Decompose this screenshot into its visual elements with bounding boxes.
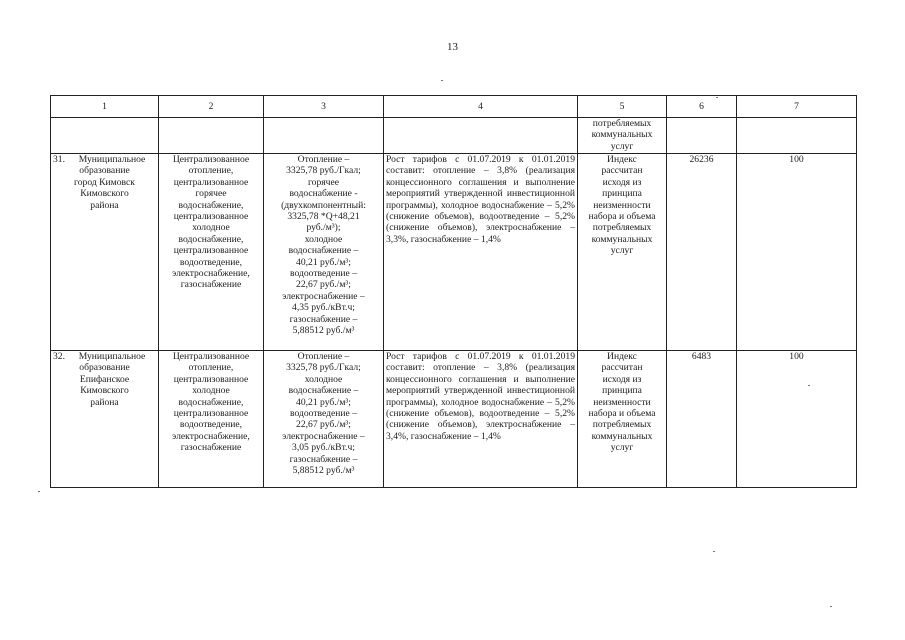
- text-line: набора и объема: [588, 408, 656, 420]
- text-line: 3,05 руб./кВт.ч;: [292, 442, 355, 454]
- text-line: потребляемых: [592, 419, 652, 431]
- tariff-growth-cell: Рост тарифов с 01.07.2019 к 01.01.2019 составит: отопление – 3,8% (реализация концессионного соглашения и выполнение мероприятий утвержденной инвестиционной программы), холодное водоснабжение – 5,2% (снижение объемов), водоотведение – 5,2% (снижение объемов), электроснабжение – 3,4%, газоснабжение – 1,4%: [384, 351, 578, 488]
- text-line: отопление,: [188, 165, 234, 177]
- text-line: 40,21 руб./м³;: [296, 256, 351, 268]
- column-number-row: [51, 96, 857, 118]
- text-line: газоснабжение –: [289, 313, 358, 325]
- text-line: 4,35 руб./кВт.ч;: [292, 302, 355, 314]
- tariff-growth-cell: Рост тарифов с 01.07.2019 к 01.01.2019 составит: отопление – 3,8% (реализация концессионного соглашения и выполнение мероприятий утвержденной инвестиционной программы), холодное водоснабжение – 5,2% (снижение объемов), водоотведение – 5,2% (снижение объемов), электроснабжение – 3,3%, газоснабжение – 1,4%: [384, 154, 578, 351]
- column-number-7: 7: [737, 96, 857, 118]
- text-line: 3325,78 руб./Гкал;: [286, 362, 361, 374]
- scan-speck: [830, 606, 832, 607]
- text-line: электроснабжение –: [282, 290, 365, 302]
- text-line: руб./м³);: [306, 222, 341, 234]
- text-line: централизованное: [173, 176, 249, 188]
- tariffs-cell: [264, 154, 384, 351]
- text-line: электроснабжение –: [282, 430, 365, 442]
- cell-empty: [384, 118, 578, 154]
- column-6-value: 26236: [667, 154, 737, 351]
- text-line: централизованное: [173, 408, 249, 420]
- table-row: [51, 351, 857, 488]
- text-line: централизованное: [173, 373, 249, 385]
- column-number-5: 5: [578, 96, 667, 118]
- text-line: 5,88512 руб./м³: [292, 465, 355, 477]
- text-line: коммунальных: [591, 430, 653, 442]
- text-line: 22,67 руб./м³;: [296, 279, 351, 291]
- services-cell: [159, 154, 264, 351]
- text-line: водоснабжение,: [178, 199, 244, 211]
- text-line: Индекс: [607, 154, 637, 165]
- text-line: образование: [79, 362, 130, 374]
- text-line: услуг: [610, 140, 634, 152]
- scan-speck: [441, 80, 443, 81]
- text-line: рассчитан: [601, 362, 643, 374]
- index-note-cell: [578, 154, 667, 351]
- text-line: Кимовского: [80, 385, 129, 397]
- text-line: принципа: [602, 385, 642, 397]
- text-line: коммунальных: [591, 233, 653, 245]
- text-line: 5,88512 руб./м³: [292, 325, 355, 337]
- text-line: потребляемых: [592, 222, 652, 234]
- text-line: газоснабжение: [180, 279, 242, 291]
- text-line: электроснабжение,: [172, 430, 250, 442]
- text-line: услуг: [610, 245, 634, 257]
- page-number: 13: [447, 41, 458, 53]
- scan-speck: [716, 97, 718, 98]
- column-7-value: 100: [737, 154, 857, 351]
- text-line: района: [90, 396, 119, 408]
- text-line: водоснабжение,: [178, 396, 244, 408]
- text-line: Муниципальное: [78, 351, 146, 362]
- text-line: водоснабжение -: [289, 188, 358, 200]
- table-row: [51, 154, 857, 351]
- services-cell: [159, 351, 264, 488]
- text-line: 22,67 руб./м³;: [296, 419, 351, 431]
- text-line: холодное: [192, 222, 230, 234]
- text-line: газоснабжение –: [289, 453, 358, 465]
- municipality-cell: [51, 154, 159, 351]
- cell-empty: [737, 118, 857, 154]
- text-line: горячее: [307, 176, 340, 188]
- scan-speck: [38, 491, 40, 492]
- column-6-value: 6483: [667, 351, 737, 488]
- text-line: город Кимовск: [74, 176, 135, 188]
- text-line: Муниципальное: [78, 154, 146, 165]
- text-line: отопление,: [188, 362, 234, 374]
- row-number: 31.: [53, 154, 65, 165]
- text-line: Централизованное: [172, 154, 250, 165]
- text-line: набора и объема: [588, 211, 656, 223]
- text-line: электроснабжение,: [172, 268, 250, 280]
- text-line: принципа: [602, 188, 642, 200]
- text-line: водоотведение –: [290, 268, 357, 280]
- text-line: централизованное: [173, 211, 249, 223]
- text-line: водоотведение –: [290, 408, 357, 420]
- text-line: холодное: [192, 385, 230, 397]
- text-line: холодное: [304, 233, 343, 245]
- text-line: неизменности: [593, 199, 651, 211]
- text-line: исходя из: [602, 373, 642, 385]
- text-line: Епифанское: [79, 373, 130, 385]
- text-line: водоотведение,: [179, 419, 243, 431]
- text-line: Отопление –: [297, 154, 350, 165]
- text-line: 3325,78 *Q+48,21: [287, 211, 360, 223]
- column-number-3: 3: [264, 96, 384, 118]
- column-number-6: 6: [667, 96, 737, 118]
- text-line: района: [90, 199, 119, 211]
- text-line: Централизованное: [172, 351, 250, 362]
- text-line: централизованное: [173, 245, 249, 257]
- text-line: потребляемых: [592, 118, 652, 129]
- cell-empty: [159, 118, 264, 154]
- text-line: (двухкомпонентный:: [281, 199, 366, 211]
- tariff-table: [50, 95, 857, 488]
- row-number: 32.: [53, 351, 65, 362]
- text-line: 3325,78 руб./Гкал;: [286, 165, 361, 177]
- text-line: коммунальных: [591, 129, 653, 141]
- text-line: Кимовского: [80, 188, 129, 200]
- text-line: водоснабжение –: [288, 385, 359, 397]
- column-number-2: 2: [159, 96, 264, 118]
- text-line: Индекс: [607, 351, 637, 362]
- text-line: водоснабжение,: [178, 233, 244, 245]
- column-number-1: 1: [51, 96, 159, 118]
- text-line: Отопление –: [297, 351, 350, 362]
- cell-empty: [264, 118, 384, 154]
- scan-speck: [713, 551, 715, 552]
- text-line: рассчитан: [601, 165, 643, 177]
- text-line: водоснабжение –: [288, 245, 359, 257]
- text-line: неизменности: [593, 396, 651, 408]
- municipality-name: [53, 351, 156, 408]
- index-note-cell: [578, 351, 667, 488]
- municipality-cell: [51, 351, 159, 488]
- municipality-name: [53, 154, 156, 211]
- text-line: 40,21 руб./м³;: [296, 396, 351, 408]
- tariffs-cell: [264, 351, 384, 488]
- scan-speck: [808, 385, 810, 386]
- column-7-value: 100: [737, 351, 857, 488]
- text-line: исходя из: [602, 176, 642, 188]
- text-line: образование: [79, 165, 130, 177]
- cell-empty: [51, 118, 159, 154]
- text-line: холодное: [304, 373, 343, 385]
- text-line: водоотведение,: [179, 256, 243, 268]
- index-note-continuation: [578, 118, 667, 154]
- text-line: горячее: [195, 188, 227, 200]
- continuation-row: [51, 118, 857, 154]
- text-line: услуг: [610, 442, 634, 454]
- column-number-4: 4: [384, 96, 578, 118]
- text-line: газоснабжение: [180, 442, 242, 454]
- cell-empty: [667, 118, 737, 154]
